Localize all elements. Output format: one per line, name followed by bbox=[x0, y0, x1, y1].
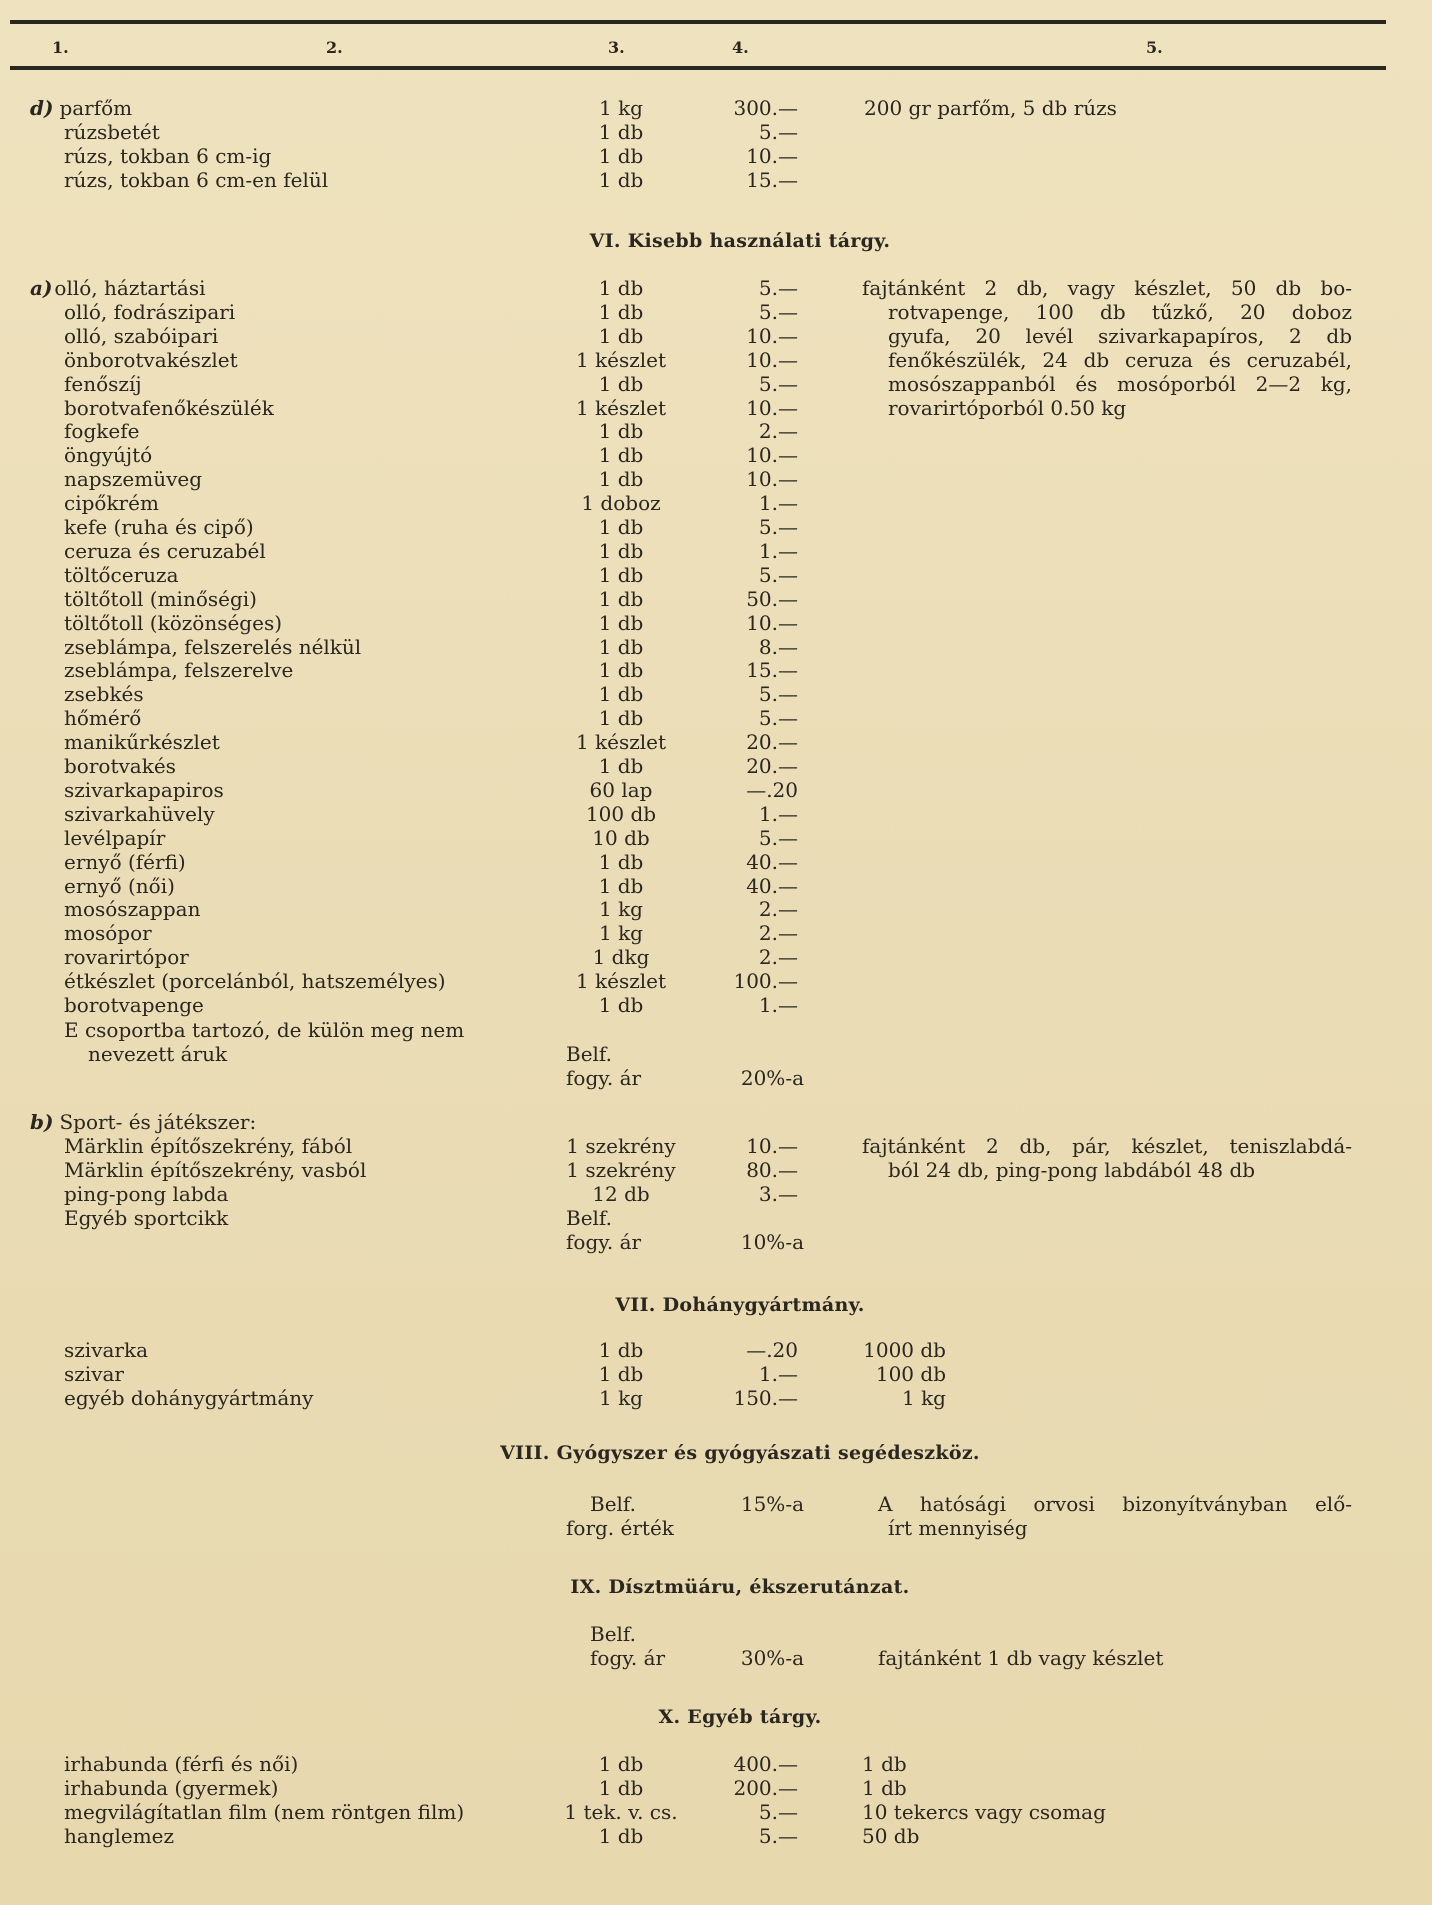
item-unit: 1 szekrény bbox=[566, 1158, 676, 1182]
item-name: olló, háztartási bbox=[54, 276, 206, 300]
group-a-note-line: mosószappanból és mosóporból 2—2 kg, bbox=[888, 372, 1352, 396]
header-rule bbox=[10, 66, 1386, 70]
table-row-name bbox=[64, 419, 584, 443]
item-note: 50 db bbox=[862, 1824, 920, 1848]
item-value: 5.— bbox=[758, 515, 798, 539]
item-name: ernyő (férfi) bbox=[64, 850, 186, 874]
item-unit: 1 db bbox=[598, 300, 644, 324]
table-row-name bbox=[64, 850, 584, 874]
item-unit: 100 db bbox=[585, 802, 657, 826]
item-value: 2.— bbox=[758, 945, 798, 969]
table-row-name: Märklin építőszekrény, fából bbox=[64, 1134, 353, 1158]
top-rule bbox=[10, 20, 1386, 24]
item-value: 10.— bbox=[746, 443, 798, 467]
column-header-4: 4. bbox=[732, 38, 749, 57]
table-row-name bbox=[64, 993, 584, 1017]
item-unit: 1 db bbox=[598, 563, 644, 587]
section-title-viii: VIII. Gyógyszer és gyógyászati segédeszköz. bbox=[500, 1442, 980, 1464]
item-value: 400.— bbox=[733, 1752, 798, 1776]
section-viii-value: 15%-a bbox=[740, 1492, 804, 1516]
group-a-note-line: fenőkészülék, 24 db ceruza és ceruzabél, bbox=[888, 348, 1352, 372]
table-row-name bbox=[64, 300, 584, 324]
item-unit: 1 db bbox=[598, 635, 644, 659]
table-row-name bbox=[64, 396, 584, 420]
item-value: 8.— bbox=[758, 635, 798, 659]
section-ix-unit1: Belf. bbox=[590, 1622, 636, 1646]
item-value: 2.— bbox=[758, 419, 798, 443]
item-value: 10.— bbox=[746, 396, 798, 420]
item-value: 10.— bbox=[746, 324, 798, 348]
item-name: mosópor bbox=[64, 921, 152, 945]
item-unit: 1 szekrény bbox=[566, 1134, 676, 1158]
item-note: 10 tekercs vagy csomag bbox=[862, 1800, 1106, 1824]
section-viii-note-line1: A hatósági orvosi bizonyítványban elő- bbox=[878, 1492, 1352, 1516]
table-row-name bbox=[30, 276, 550, 300]
item-name: napszemüveg bbox=[64, 467, 203, 491]
table-row-name bbox=[64, 921, 584, 945]
item-value: 3.— bbox=[758, 1182, 798, 1206]
table-row-name: hanglemez bbox=[64, 1824, 175, 1848]
item-name: öngyújtó bbox=[64, 443, 153, 467]
table-row-name bbox=[64, 491, 584, 515]
item-value: 10.— bbox=[746, 1134, 798, 1158]
item-name: étkészlet (porcelánból, hatszemélyes) bbox=[64, 969, 446, 993]
item-note: 1 kg bbox=[901, 1386, 946, 1410]
item-value: 5.— bbox=[758, 1824, 798, 1848]
item-note: 1000 db bbox=[863, 1338, 946, 1362]
item-unit: 1 db bbox=[598, 539, 644, 563]
table-row-name: Egyéb sportcikk bbox=[64, 1206, 229, 1230]
table-row-name: szivar bbox=[64, 1362, 124, 1386]
item-name: ernyő (női) bbox=[64, 874, 175, 898]
group-a-other-unit2: fogy. ár bbox=[566, 1066, 642, 1090]
item-unit: 1 db bbox=[598, 120, 644, 144]
item-name: fenőszíj bbox=[64, 372, 142, 396]
table-row-name: egyéb dohánygyártmány bbox=[64, 1386, 314, 1410]
item-value: 50.— bbox=[746, 587, 798, 611]
item-unit: 1 db bbox=[598, 874, 644, 898]
item-name: önborotvakészlet bbox=[64, 348, 238, 372]
section-ix-unit2: fogy. ár bbox=[590, 1646, 666, 1670]
section-title-x: X. Egyéb tárgy. bbox=[658, 1706, 822, 1728]
group-marker: d) bbox=[30, 96, 54, 120]
table-row-name bbox=[64, 348, 584, 372]
section-viii-unit2: forg. érték bbox=[566, 1516, 674, 1540]
table-row-name bbox=[64, 563, 584, 587]
item-name: levélpapír bbox=[64, 826, 166, 850]
table-row-name bbox=[64, 778, 584, 802]
group-a-note-line: rotvapenge, 100 db tűzkő, 20 doboz bbox=[888, 300, 1352, 324]
item-unit: 1 db bbox=[598, 372, 644, 396]
table-row-name bbox=[64, 802, 584, 826]
item-name: mosószappan bbox=[64, 897, 201, 921]
item-value: 2.— bbox=[758, 921, 798, 945]
table-row-name: Märklin építőszekrény, vasból bbox=[64, 1158, 367, 1182]
table-row-name bbox=[64, 611, 584, 635]
table-row-name bbox=[64, 682, 584, 706]
item-unit: 1 db bbox=[598, 515, 644, 539]
item-value: 40.— bbox=[746, 874, 798, 898]
item-unit: 1 kg bbox=[598, 897, 643, 921]
section-title-ix: IX. Dísztmüáru, ékszerutánzat. bbox=[570, 1576, 910, 1598]
table-row-name bbox=[64, 120, 584, 144]
item-unit: 10 db bbox=[592, 826, 650, 850]
item-unit: 1 kg bbox=[598, 96, 643, 120]
section-title-vii: VII. Dohánygyártmány. bbox=[615, 1294, 865, 1316]
item-unit: 1 db bbox=[598, 706, 644, 730]
group-b-title: Sport- és játékszer: bbox=[59, 1110, 257, 1134]
item-unit: 1 db bbox=[598, 993, 644, 1017]
item-value: 5.— bbox=[758, 120, 798, 144]
item-unit: 1 készlet bbox=[575, 396, 667, 420]
group-a-other-unit1: Belf. bbox=[566, 1042, 612, 1066]
group-a-note-line: fajtánként 2 db, vagy készlet, 50 db bo- bbox=[862, 276, 1352, 300]
item-value: 150.— bbox=[733, 1386, 798, 1410]
item-value: 5.— bbox=[758, 826, 798, 850]
item-note: 100 db bbox=[875, 1362, 946, 1386]
item-unit: Belf. bbox=[566, 1206, 612, 1230]
table-row-name bbox=[64, 897, 584, 921]
table-row-name bbox=[64, 826, 584, 850]
table-row-name: irhabunda (gyermek) bbox=[64, 1776, 279, 1800]
item-unit: 1 készlet bbox=[575, 730, 667, 754]
section-ix-note: fajtánként 1 db vagy készlet bbox=[878, 1646, 1164, 1670]
item-name: töltőceruza bbox=[64, 563, 179, 587]
item-value: 200.— bbox=[733, 1776, 798, 1800]
item-value: 5.— bbox=[758, 682, 798, 706]
table-row-name bbox=[64, 969, 584, 993]
table-row-name bbox=[64, 515, 584, 539]
item-name: manikűrkészlet bbox=[64, 730, 220, 754]
item-unit: 1 db bbox=[598, 467, 644, 491]
table-row-name bbox=[64, 467, 584, 491]
group-b-note-line: ból 24 db, ping-pong labdából 48 db bbox=[888, 1158, 1256, 1182]
section-ix-value: 30%-a bbox=[740, 1646, 804, 1670]
item-value: 1.— bbox=[758, 993, 798, 1017]
group-a-other-line1: E csoportba tartozó, de külön meg nem bbox=[64, 1018, 465, 1042]
item-unit: 1 db bbox=[598, 658, 644, 682]
item-value: 1.— bbox=[758, 1362, 798, 1386]
group-b-marker: b) bbox=[30, 1110, 54, 1134]
section-viii-unit1: Belf. bbox=[590, 1492, 636, 1516]
item-name: zseblámpa, felszerelés nélkül bbox=[64, 635, 362, 659]
item-value: 15.— bbox=[746, 168, 798, 192]
item-value: 40.— bbox=[746, 850, 798, 874]
table-row-name bbox=[64, 706, 584, 730]
item-name: szivarkapapiros bbox=[64, 778, 224, 802]
item-value: 10.— bbox=[746, 467, 798, 491]
item-name: fogkefe bbox=[64, 419, 140, 443]
item-value: 1.— bbox=[758, 539, 798, 563]
item-value: 100.— bbox=[733, 969, 798, 993]
item-value: 2.— bbox=[758, 897, 798, 921]
table-row-name bbox=[64, 874, 584, 898]
item-value: 5.— bbox=[758, 706, 798, 730]
item-note: 1 db bbox=[862, 1752, 907, 1776]
item-value: 10.— bbox=[746, 611, 798, 635]
item-unit: 1 db bbox=[598, 1824, 644, 1848]
section-title-vi: VI. Kisebb használati tárgy. bbox=[589, 230, 891, 252]
item-value: 300.— bbox=[733, 96, 798, 120]
item-unit: 1 db bbox=[598, 324, 644, 348]
table-row-name bbox=[64, 945, 584, 969]
item-note: 200 gr parfőm, 5 db rúzs bbox=[864, 96, 1117, 120]
item-name: cipőkrém bbox=[64, 491, 159, 515]
column-header-1: 1. bbox=[52, 38, 69, 57]
group-a-marker: a) bbox=[30, 276, 53, 300]
item-value: —.20 bbox=[746, 778, 798, 802]
item-unit: 1 db bbox=[598, 144, 644, 168]
item-value: 1.— bbox=[758, 802, 798, 826]
table-row-name bbox=[64, 635, 584, 659]
group-b-extra-unit: fogy. ár bbox=[566, 1230, 642, 1254]
group-b-extra-value: 10%-a bbox=[740, 1230, 804, 1254]
item-unit: 1 db bbox=[598, 276, 644, 300]
item-unit: 1 kg bbox=[598, 921, 643, 945]
group-a-note-line: rovarirtóporból 0.50 kg bbox=[888, 396, 1127, 420]
group-a-note-line: gyufa, 20 levél szivarkapapíros, 2 db bbox=[888, 324, 1352, 348]
item-unit: 1 db bbox=[598, 754, 644, 778]
item-value: 5.— bbox=[758, 563, 798, 587]
item-name: rúzs, tokban 6 cm-ig bbox=[64, 144, 272, 168]
item-value: 1.— bbox=[758, 491, 798, 515]
table-row-name bbox=[64, 372, 584, 396]
item-name: borotvapenge bbox=[64, 993, 204, 1017]
item-unit: 1 készlet bbox=[575, 348, 667, 372]
item-value: 80.— bbox=[746, 1158, 798, 1182]
item-name: rúzsbetét bbox=[64, 120, 160, 144]
item-name: rovarirtópor bbox=[64, 945, 189, 969]
item-unit: 1 db bbox=[598, 587, 644, 611]
table-row-name bbox=[64, 539, 584, 563]
item-value: 10.— bbox=[746, 348, 798, 372]
item-name: borotvakés bbox=[64, 754, 176, 778]
group-a-other-line2: nevezett áruk bbox=[88, 1042, 228, 1066]
table-row-name: megvilágítatlan film (nem röntgen film) bbox=[64, 1800, 465, 1824]
item-name: olló, fodrászipari bbox=[64, 300, 236, 324]
column-header-3: 3. bbox=[608, 38, 625, 57]
item-value: 10.— bbox=[746, 144, 798, 168]
item-unit: 1 doboz bbox=[581, 491, 661, 515]
table-row-name bbox=[64, 443, 584, 467]
group-b-title-line bbox=[30, 1110, 550, 1134]
item-unit: 1 kg bbox=[598, 1386, 643, 1410]
item-value: 15.— bbox=[746, 658, 798, 682]
item-unit: 1 db bbox=[598, 850, 644, 874]
item-unit: 60 lap bbox=[589, 778, 653, 802]
item-value: 5.— bbox=[758, 300, 798, 324]
table-row-name bbox=[64, 587, 584, 611]
item-unit: 1 dkg bbox=[592, 945, 650, 969]
group-a-other-value: 20%-a bbox=[740, 1066, 804, 1090]
table-row-name bbox=[30, 96, 550, 120]
item-note: 1 db bbox=[862, 1776, 907, 1800]
item-name: töltőtoll (közönséges) bbox=[64, 611, 283, 635]
table-row-name: szivarka bbox=[64, 1338, 149, 1362]
item-unit: 1 db bbox=[598, 1752, 644, 1776]
item-unit: 1 tek. v. cs. bbox=[564, 1800, 678, 1824]
item-value: —.20 bbox=[746, 1338, 798, 1362]
item-value: 5.— bbox=[758, 1800, 798, 1824]
item-name: töltőtoll (minőségi) bbox=[64, 587, 257, 611]
table-row-name bbox=[64, 168, 584, 192]
item-unit: 1 db bbox=[598, 168, 644, 192]
item-name: ceruza és ceruzabél bbox=[64, 539, 266, 563]
item-name: zseblámpa, felszerelve bbox=[64, 658, 294, 682]
group-b-note-line: fajtánként 2 db, pár, készlet, teniszlabdá- bbox=[862, 1134, 1352, 1158]
item-unit: 1 db bbox=[598, 443, 644, 467]
table-row-name bbox=[64, 754, 584, 778]
item-value: 20.— bbox=[746, 754, 798, 778]
table-row-name bbox=[64, 730, 584, 754]
column-header-2: 2. bbox=[326, 38, 343, 57]
item-value: 5.— bbox=[758, 372, 798, 396]
column-header-5: 5. bbox=[1146, 38, 1163, 57]
item-unit: 1 db bbox=[598, 419, 644, 443]
item-name: rúzs, tokban 6 cm-en felül bbox=[64, 168, 329, 192]
item-unit: 1 készlet bbox=[575, 969, 667, 993]
item-name: kefe (ruha és cipő) bbox=[64, 515, 254, 539]
item-name: zsebkés bbox=[64, 682, 144, 706]
item-value: 20.— bbox=[746, 730, 798, 754]
item-name: hőmérő bbox=[64, 706, 142, 730]
item-unit: 12 db bbox=[592, 1182, 650, 1206]
item-name: parfőm bbox=[59, 96, 133, 120]
table-row-name bbox=[64, 324, 584, 348]
item-name: szivarkahüvely bbox=[64, 802, 215, 826]
section-viii-note-line2: írt mennyiség bbox=[888, 1516, 1028, 1540]
table-row-name: ping-pong labda bbox=[64, 1182, 229, 1206]
item-value: 5.— bbox=[758, 276, 798, 300]
item-unit: 1 db bbox=[598, 1362, 644, 1386]
item-name: olló, szabóipari bbox=[64, 324, 219, 348]
table-row-name: irhabunda (férfi és női) bbox=[64, 1752, 299, 1776]
item-unit: 1 db bbox=[598, 1776, 644, 1800]
item-unit: 1 db bbox=[598, 682, 644, 706]
item-name: borotvafenőkészülék bbox=[64, 396, 274, 420]
item-unit: 1 db bbox=[598, 1338, 644, 1362]
item-unit: 1 db bbox=[598, 611, 644, 635]
table-row-name bbox=[64, 658, 584, 682]
table-row-name bbox=[64, 144, 584, 168]
